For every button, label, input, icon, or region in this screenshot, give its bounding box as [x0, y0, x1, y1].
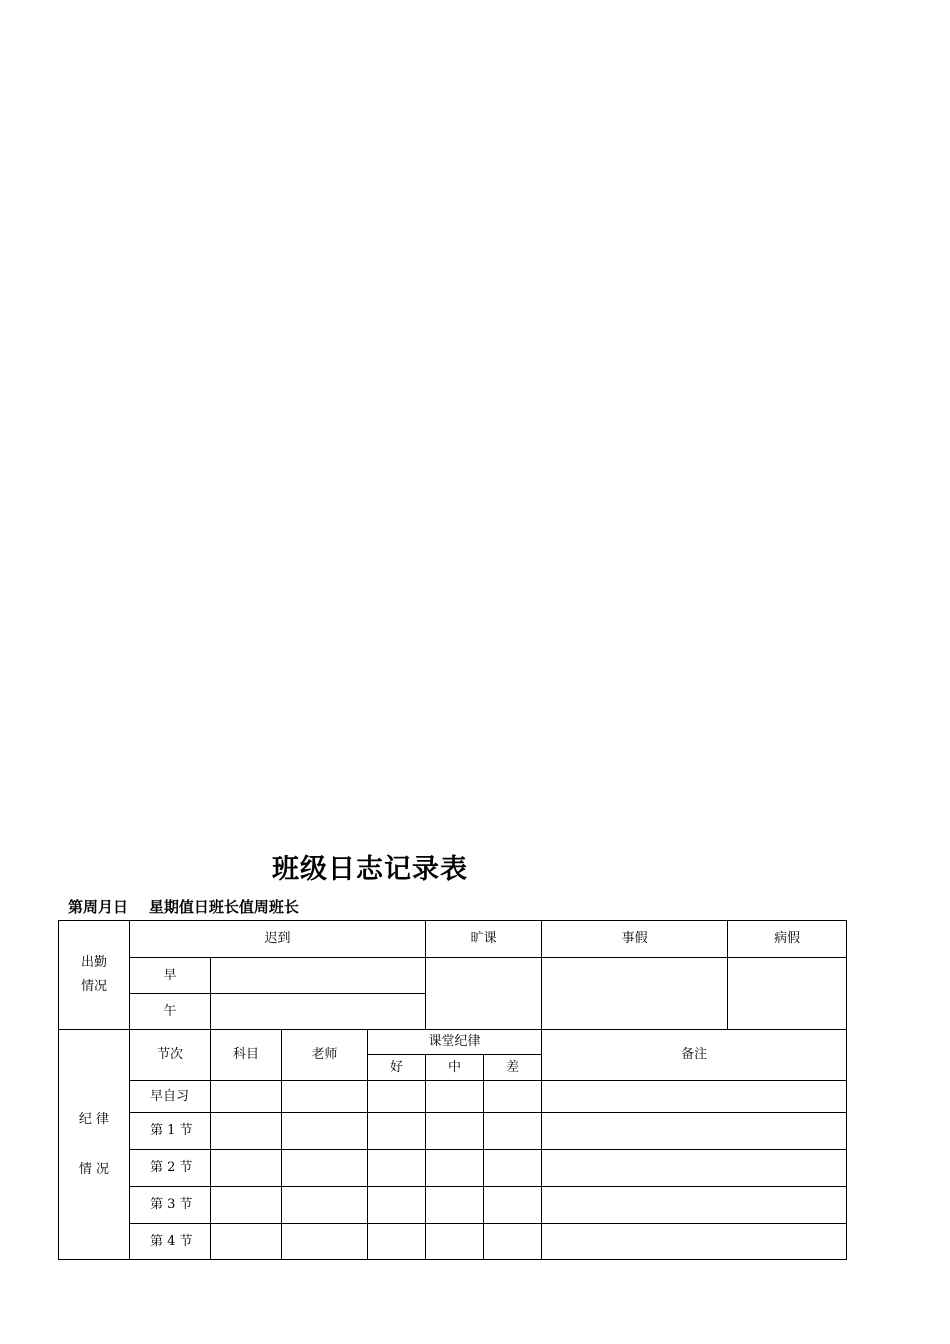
period-label: 早自习 [130, 1081, 211, 1113]
teacher-cell[interactable] [282, 1113, 368, 1150]
subject-header: 科目 [211, 1030, 282, 1081]
good-cell[interactable] [368, 1150, 426, 1187]
period-label: 第 1 节 [130, 1113, 211, 1150]
sick-leave-header: 病假 [728, 921, 847, 958]
medium-cell[interactable] [426, 1150, 484, 1187]
subject-cell[interactable] [211, 1150, 282, 1187]
discipline-section-label [59, 1030, 130, 1260]
remarks-header: 备注 [542, 1030, 847, 1081]
teacher-header: 老师 [282, 1030, 368, 1081]
attendance-section-label [59, 921, 130, 1030]
poor-cell[interactable] [484, 1224, 542, 1260]
absent-header: 旷课 [426, 921, 542, 958]
sick-leave-cell[interactable] [728, 958, 847, 1030]
table-row [59, 1081, 847, 1113]
poor-cell[interactable] [484, 1081, 542, 1113]
remarks-cell[interactable] [542, 1224, 847, 1260]
discipline-label-line2: 情 况 [78, 1161, 110, 1177]
table-row [59, 1187, 847, 1224]
document-subtitle: 第周月日 星期值日班长值周班长 [68, 898, 299, 916]
medium-cell[interactable] [426, 1113, 484, 1150]
poor-cell[interactable] [484, 1113, 542, 1150]
medium-cell[interactable] [426, 1187, 484, 1224]
attendance-label-line2: 情况 [80, 979, 107, 994]
class-log-table [58, 920, 847, 1260]
personal-leave-header: 事假 [542, 921, 728, 958]
remarks-cell[interactable] [542, 1150, 847, 1187]
good-cell[interactable] [368, 1081, 426, 1113]
table-row [59, 1113, 847, 1150]
teacher-cell[interactable] [282, 1150, 368, 1187]
remarks-cell[interactable] [542, 1187, 847, 1224]
medium-header: 中 [426, 1055, 484, 1081]
medium-cell[interactable] [426, 1224, 484, 1260]
subject-cell[interactable] [211, 1187, 282, 1224]
subject-cell[interactable] [211, 1081, 282, 1113]
period-label: 第 4 节 [130, 1224, 211, 1260]
table-row [59, 1150, 847, 1187]
document-title: 班级日志记录表 [272, 854, 468, 885]
teacher-cell[interactable] [282, 1081, 368, 1113]
morning-late-cell[interactable] [211, 958, 426, 994]
subject-cell[interactable] [211, 1113, 282, 1150]
late-header: 迟到 [130, 921, 426, 958]
period-header: 节次 [130, 1030, 211, 1081]
attendance-label-line1: 出勤 [80, 955, 107, 970]
period-label: 第 3 节 [130, 1187, 211, 1224]
medium-cell[interactable] [426, 1081, 484, 1113]
class-discipline-header: 课堂纪律 [368, 1030, 542, 1055]
poor-header: 差 [484, 1055, 542, 1081]
absent-cell[interactable] [426, 958, 542, 1030]
period-label: 第 2 节 [130, 1150, 211, 1187]
morning-label: 早 [130, 958, 211, 994]
teacher-cell[interactable] [282, 1187, 368, 1224]
good-cell[interactable] [368, 1224, 426, 1260]
attendance-header-row [59, 921, 847, 958]
table-row [59, 1224, 847, 1260]
attendance-morning-row [59, 958, 847, 994]
remarks-cell[interactable] [542, 1081, 847, 1113]
poor-cell[interactable] [484, 1150, 542, 1187]
personal-leave-cell[interactable] [542, 958, 728, 1030]
poor-cell[interactable] [484, 1187, 542, 1224]
good-header: 好 [368, 1055, 426, 1081]
afternoon-label: 午 [130, 994, 211, 1030]
good-cell[interactable] [368, 1113, 426, 1150]
remarks-cell[interactable] [542, 1113, 847, 1150]
discipline-label-line1: 纪 律 [78, 1111, 110, 1127]
afternoon-late-cell[interactable] [211, 994, 426, 1030]
good-cell[interactable] [368, 1187, 426, 1224]
discipline-header-row [59, 1030, 847, 1055]
subject-cell[interactable] [211, 1224, 282, 1260]
teacher-cell[interactable] [282, 1224, 368, 1260]
